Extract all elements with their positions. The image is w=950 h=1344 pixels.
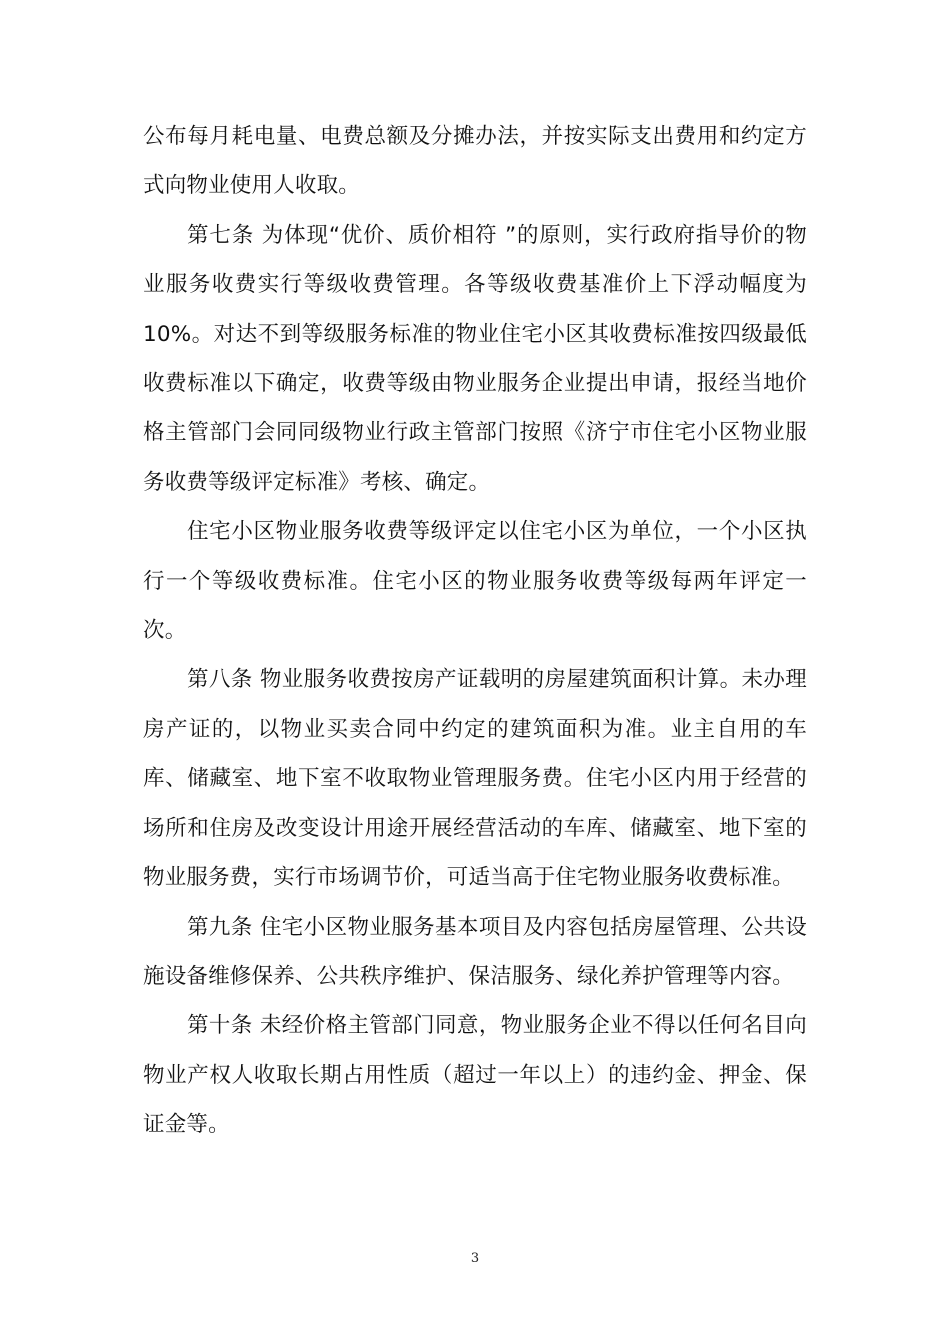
paragraph-article-10: 第十条 未经价格主管部门同意，物业服务企业不得以任何名目向物业产权人收取长期占用性质（超过一年以上）的违约金、押金、保证金等。 [143, 1013, 807, 1138]
document-body [143, 112, 807, 1150]
page-number: 3 [470, 1251, 480, 1266]
paragraph-article-7-grading: 住宅小区物业服务收费等级评定以住宅小区为单位，一个小区执行一个等级收费标准。住宅小区的物业服务收费等级每两年评定一次。 [143, 519, 807, 644]
paragraph-article-9: 第九条 住宅小区物业服务基本项目及内容包括房屋管理、公共设施设备维修保养、公共秩序维护、保洁服务、绿化养护管理等内容。 [143, 914, 807, 989]
paragraph-article-8: 第八条 物业服务收费按房产证载明的房屋建筑面积计算。未办理房产证的，以物业买卖合同中约定的建筑面积为准。业主自用的车库、储藏室、地下室不收取物业管理服务费。住宅小区内用于经营的场所和住房及改变设计用途开展经营活动的车库、储藏室、地下室的物业服务费，实行市场调节价，可适当高于住宅物业服务收费标准。 [143, 667, 807, 891]
paragraph-article-7: 第七条 为体现“优价、质价相符 ”的原则，实行政府指导价的物业服务收费实行等级收费管理。各等级收费基准价上下浮动幅度为10%。对达不到等级服务标准的物业住宅小区其收费标准按四级最低收费标准以下确定，收费等级由物业服务企业提出申请，报经当地价格主管部门会同同级物业行政主管部门按照《济宁市住宅小区物业服务收费等级评定标准》考核、确定。 [143, 222, 807, 495]
paragraph-continuation: 公布每月耗电量、电费总额及分摊办法，并按实际支出费用和约定方式向物业使用人收取。 [143, 124, 807, 199]
